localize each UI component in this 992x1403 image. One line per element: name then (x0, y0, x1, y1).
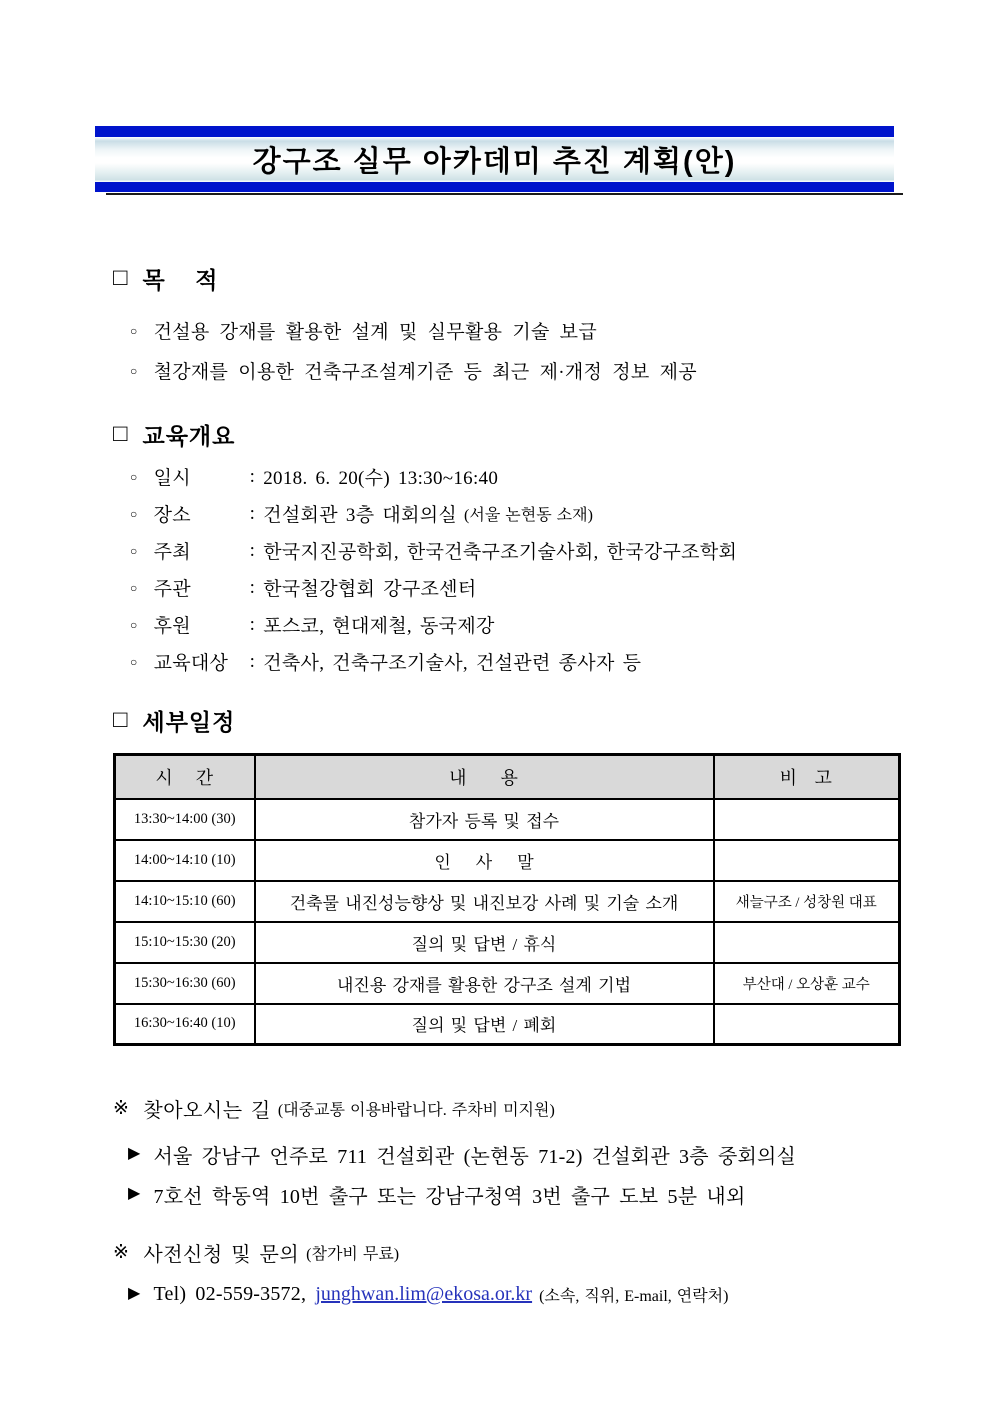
purpose-heading-text: 목 적 (142, 267, 219, 293)
overview-label: 후원 (153, 616, 191, 637)
schedule-content: 질의 및 답변 / 휴식 (255, 922, 714, 963)
schedule-note: 새늘구조 / 성창원 대표 (714, 881, 900, 922)
colon: : (241, 539, 264, 561)
directions-item-text: 서울 강남구 언주로 711 건설회관 (논현동 71-2) 건설회관 3층 중회의실 (153, 1145, 797, 1168)
schedule-time: 14:00~14:10 (10) (115, 840, 255, 881)
purpose-item (130, 350, 697, 390)
schedule-content: 내진용 강재를 활용한 강구조 설계 기법 (255, 963, 714, 1004)
registration-heading-text: 사전신청 및 문의 (143, 1244, 300, 1266)
email-link[interactable]: junghwan.lim@ekosa.or.kr (315, 1282, 533, 1305)
schedule-time: 16:30~16:40 (10) (115, 1004, 255, 1045)
title-banner (95, 126, 894, 192)
circle-bullet-icon: ○ (130, 470, 138, 484)
overview-value: 포스코, 현대제철, 동국제강 (263, 616, 495, 637)
schedule-content: 질의 및 답변 / 폐회 (255, 1004, 714, 1045)
schedule-header-time: 시 간 (115, 755, 255, 799)
section-heading-overview (113, 418, 235, 451)
banner-top-bar (95, 126, 894, 137)
schedule-content: 건축물 내진성능향상 및 내진보강 사례 및 기술 소개 (255, 881, 714, 922)
colon: : (241, 650, 264, 672)
schedule-row (115, 799, 900, 840)
section-heading-schedule (113, 704, 235, 737)
colon: : (241, 576, 264, 598)
overview-row-host (130, 532, 737, 569)
overview-list (130, 458, 737, 680)
overview-row-venue (130, 495, 737, 532)
arrow-bullet-icon: ▶ (128, 1145, 141, 1162)
schedule-header-row (115, 755, 900, 799)
banner-bottom-bar (95, 182, 894, 192)
square-bullet-icon: □ (113, 706, 129, 733)
circle-bullet-icon: ○ (130, 618, 138, 632)
schedule-time: 14:10~15:10 (60) (115, 881, 255, 922)
square-bullet-icon: □ (113, 420, 129, 447)
directions-list (128, 1134, 796, 1214)
schedule-row (115, 963, 900, 1004)
circle-bullet-icon: ○ (130, 544, 138, 558)
directions-item-text: 7호선 학동역 10번 출구 또는 강남구청역 3번 출구 도보 5분 내외 (153, 1185, 746, 1208)
schedule-note (714, 1004, 900, 1045)
directions-heading-text: 찾아오시는 길 (143, 1100, 271, 1122)
schedule-row (115, 922, 900, 963)
overview-row-sponsor (130, 606, 737, 643)
schedule-row (115, 881, 900, 922)
schedule-time: 13:30~14:00 (30) (115, 799, 255, 840)
circle-bullet-icon: ○ (130, 655, 138, 669)
purpose-item (130, 310, 697, 350)
colon: : (241, 613, 264, 635)
directions-item (128, 1174, 796, 1214)
overview-row-datetime (130, 458, 737, 495)
overview-label: 교육대상 (153, 653, 229, 674)
purpose-item-text: 건설용 강재를 활용한 설계 및 실무활용 기술 보급 (153, 321, 597, 343)
registration-contact-line (128, 1274, 728, 1314)
purpose-item-text: 철강재를 이용한 건축구조설계기준 등 최근 제·개정 정보 제공 (153, 361, 697, 383)
arrow-bullet-icon: ▶ (128, 1285, 141, 1302)
schedule-header-content: 내 용 (255, 755, 714, 799)
schedule-table (113, 753, 901, 1046)
overview-value: 건설회관 3층 대회의실 (263, 505, 458, 526)
overview-row-organizer (130, 569, 737, 606)
square-bullet-icon: □ (113, 264, 129, 291)
banner-body (95, 137, 894, 182)
circle-bullet-icon: ○ (130, 507, 138, 521)
overview-value: 한국지진공학회, 한국건축구조기술사회, 한국강구조학회 (263, 542, 738, 563)
schedule-header-note: 비 고 (714, 755, 900, 799)
overview-value: 2018. 6. 20(수) 13:30~16:40 (263, 468, 499, 489)
arrow-bullet-icon: ▶ (128, 1185, 141, 1202)
overview-value-note: (서울 논현동 소재) (464, 507, 593, 524)
schedule-note (714, 840, 900, 881)
schedule-row (115, 840, 900, 881)
schedule-note: 부산대 / 오상훈 교수 (714, 963, 900, 1004)
circle-bullet-icon: ○ (130, 363, 138, 378)
reference-mark-icon: ※ (113, 1098, 130, 1119)
schedule-time: 15:10~15:30 (20) (115, 922, 255, 963)
overview-label: 주관 (153, 579, 191, 600)
schedule-heading-text: 세부일정 (142, 709, 236, 735)
banner-shadow-line (106, 193, 903, 195)
contact-fields-note: (소속, 직위, E-mail, 연락처) (539, 1287, 729, 1305)
overview-row-audience (130, 643, 737, 680)
circle-bullet-icon: ○ (130, 323, 138, 338)
directions-heading-note: (대중교통 이용바랍니다. 주차비 미지원) (277, 1102, 555, 1119)
schedule-time: 15:30~16:30 (60) (115, 963, 255, 1004)
colon: : (241, 502, 264, 524)
schedule-note (714, 799, 900, 840)
page-title: 강구조 실무 아카데미 추진 계획(안) (252, 146, 737, 178)
section-heading-purpose (113, 262, 219, 295)
registration-heading (113, 1238, 399, 1267)
directions-item (128, 1134, 796, 1174)
schedule-content: 참가자 등록 및 접수 (255, 799, 714, 840)
schedule-note (714, 922, 900, 963)
purpose-list (130, 310, 697, 390)
overview-heading-text: 교육개요 (142, 423, 236, 449)
registration-heading-note: (참가비 무료) (306, 1246, 400, 1263)
schedule-row (115, 1004, 900, 1045)
overview-label: 주최 (153, 542, 191, 563)
overview-label: 장소 (153, 505, 191, 526)
overview-value: 건축사, 건축구조기술사, 건설관련 종사자 등 (263, 653, 642, 674)
schedule-content: 인 사 말 (255, 840, 714, 881)
colon: : (241, 465, 264, 487)
overview-value: 한국철강협회 강구조센터 (263, 579, 477, 600)
circle-bullet-icon: ○ (130, 581, 138, 595)
directions-heading (113, 1094, 555, 1123)
reference-mark-icon: ※ (113, 1242, 130, 1263)
phone-number: Tel) 02-559-3572, (153, 1282, 316, 1305)
overview-label: 일시 (153, 468, 191, 489)
